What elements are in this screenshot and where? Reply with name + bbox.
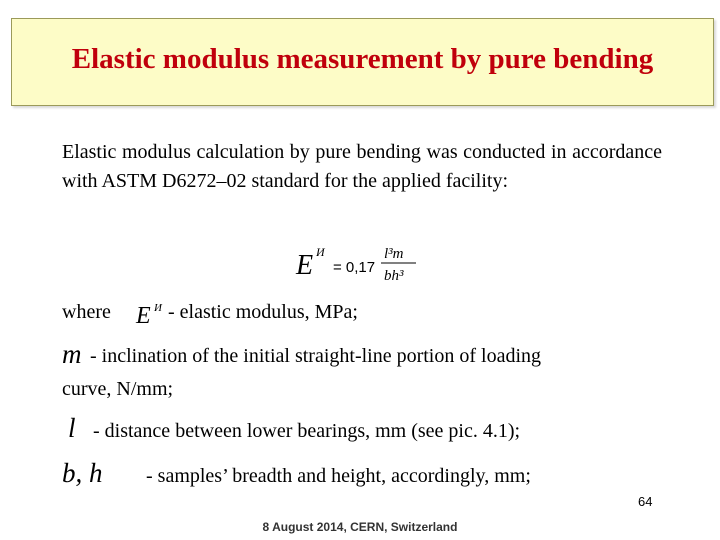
where-description: - elastic modulus, MPa;	[168, 301, 358, 323]
elastic-modulus-formula	[288, 236, 428, 284]
m-description-line2: curve, N/mm;	[62, 378, 174, 400]
svg-text:E: E	[136, 303, 151, 327]
bh-symbol: b, h	[62, 458, 103, 488]
intro-paragraph: Elastic modulus calculation by pure bending was conducted in accordance with ASTM D6272–02 standard for the applied facility:	[62, 141, 662, 192]
formula-numerator: l³m	[384, 246, 404, 262]
formula-e: E	[296, 250, 314, 281]
svg-text:И: И	[154, 302, 162, 314]
m-description-line1: - inclination of the initial straight-line portion of loading	[90, 345, 542, 367]
l-description: - distance between lower bearings, mm (see pic. 4.1);	[93, 420, 521, 442]
bh-description: - samples’ breadth and height, accordingly, mm;	[146, 465, 531, 487]
where-label: where	[62, 301, 111, 323]
m-symbol: m	[62, 339, 82, 369]
page-number: 64	[638, 494, 653, 509]
formula-eq: = 0,17	[333, 259, 376, 276]
footer-text: 8 August 2014, CERN, Switzerland	[262, 520, 458, 534]
title-box	[11, 18, 714, 106]
formula-denominator: bh³	[384, 268, 404, 284]
slide-title: Elastic modulus measurement by pure bending	[71, 43, 654, 75]
l-symbol: l	[68, 413, 76, 443]
formula-sup: И	[316, 245, 325, 259]
